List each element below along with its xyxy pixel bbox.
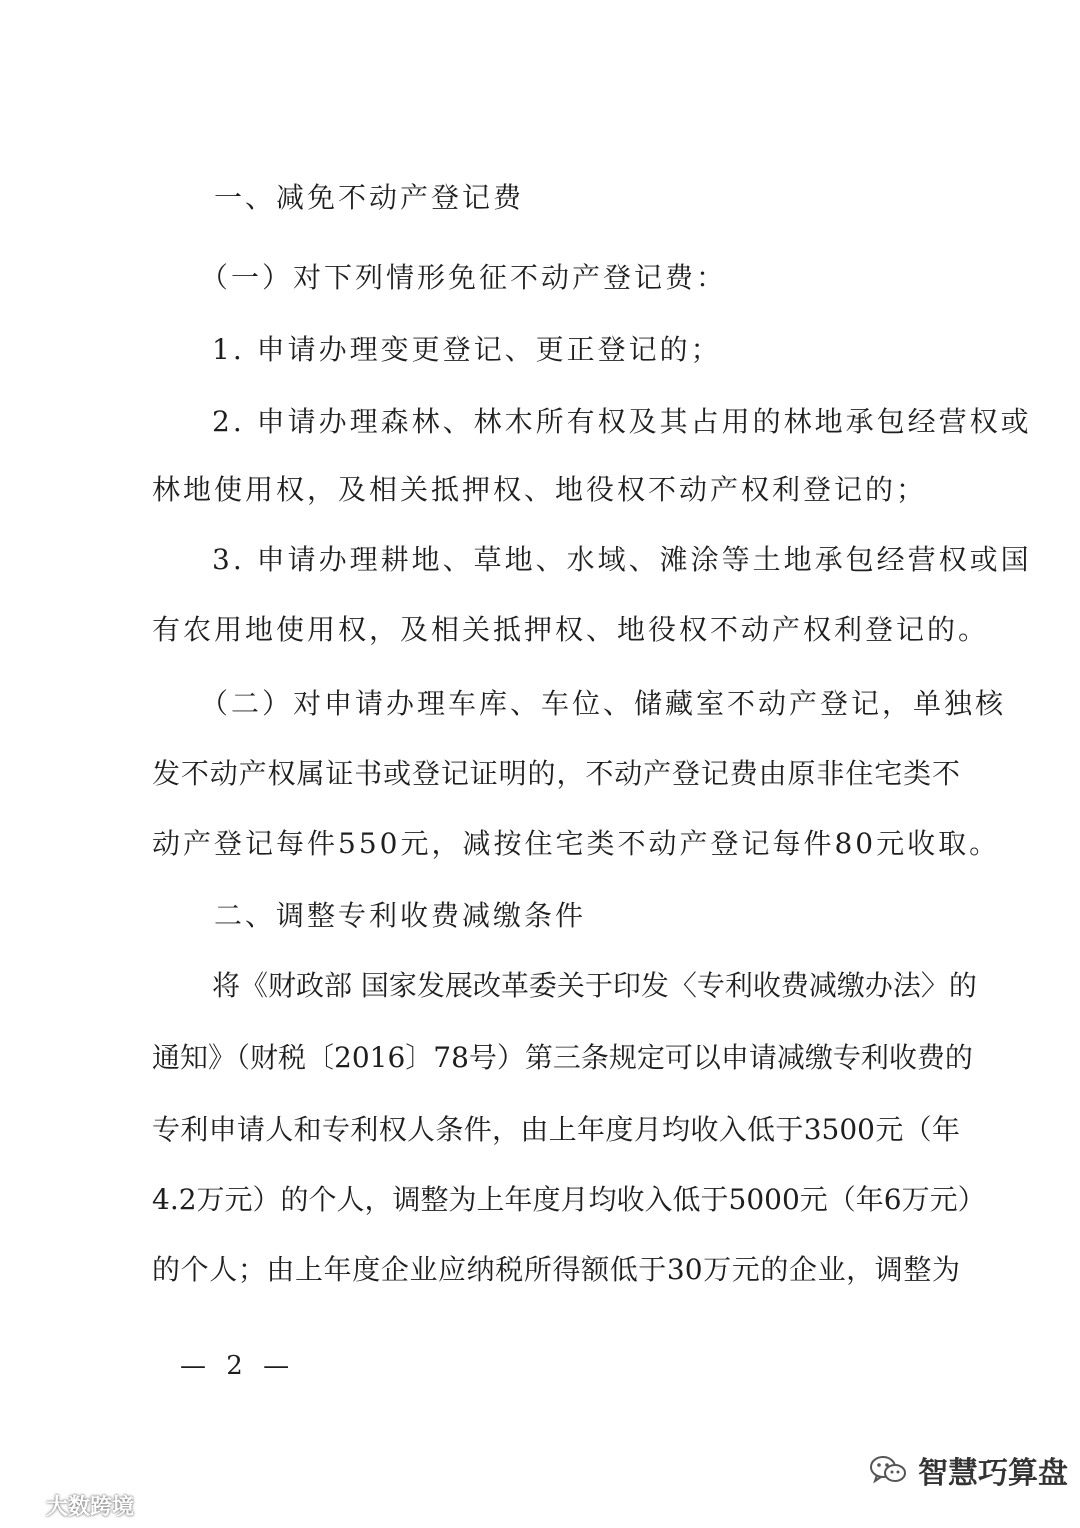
wechat-logo-icon (868, 1453, 908, 1487)
subsection-2-line-3: 动产登记每件550元，减按住宅类不动产登记每件80元收取。 (152, 827, 1001, 860)
list-item-2-line-1: 2. 申请办理森林、林木所有权及其占用的林地承包经营权或 (212, 405, 1032, 438)
weibo-logo-icon (6, 1492, 40, 1518)
watermark-left-text: 大数跨境 (46, 1494, 135, 1520)
section-heading-2: 二、调整专利收费减缴条件 (214, 899, 587, 932)
subsection-2-line-2: 发不动产权属证书或登记证明的，不动产登记费由原非住宅类不 (152, 757, 960, 790)
list-item-2-line-2: 林地使用权，及相关抵押权、地役权不动产权利登记的； (152, 473, 928, 506)
watermark-right (868, 1448, 1068, 1492)
body-paragraph-line-2: 通知》（财税〔2016〕78号）第三条规定可以申请减缴专利收费的 (152, 1041, 973, 1074)
list-item-1: 1. 申请办理变更登记、更正登记的； (212, 333, 722, 366)
watermark-left (6, 1490, 134, 1520)
watermark-right-text: 智慧巧算盘 (918, 1456, 1068, 1491)
body-paragraph-line-5: 的个人；由上年度企业应纳税所得额低于30万元的企业，调整为 (152, 1253, 960, 1286)
section-heading-1: 一、减免不动产登记费 (214, 181, 525, 214)
subsection-heading-1: （一）对下列情形免征不动产登记费： (200, 261, 728, 294)
list-item-3-line-1: 3. 申请办理耕地、草地、水域、滩涂等土地承包经营权或国 (212, 543, 1032, 576)
body-paragraph-line-4: 4.2万元）的个人，调整为上年度月均收入低于5000元（年6万元） (152, 1183, 986, 1216)
subsection-heading-2-line-1: （二）对申请办理车库、车位、储藏室不动产登记，单独核 (200, 687, 1007, 720)
body-paragraph-line-1: 将《财政部 国家发展改革委关于印发〈专利收费减缴办法〉的 (212, 969, 977, 1002)
body-paragraph-line-3: 专利申请人和专利权人条件，由上年度月均收入低于3500元（年 (152, 1113, 960, 1146)
page-number: — 2 — (180, 1351, 296, 1381)
list-item-3-line-2: 有农用地使用权，及相关抵押权、地役权不动产权利登记的。 (152, 613, 990, 646)
